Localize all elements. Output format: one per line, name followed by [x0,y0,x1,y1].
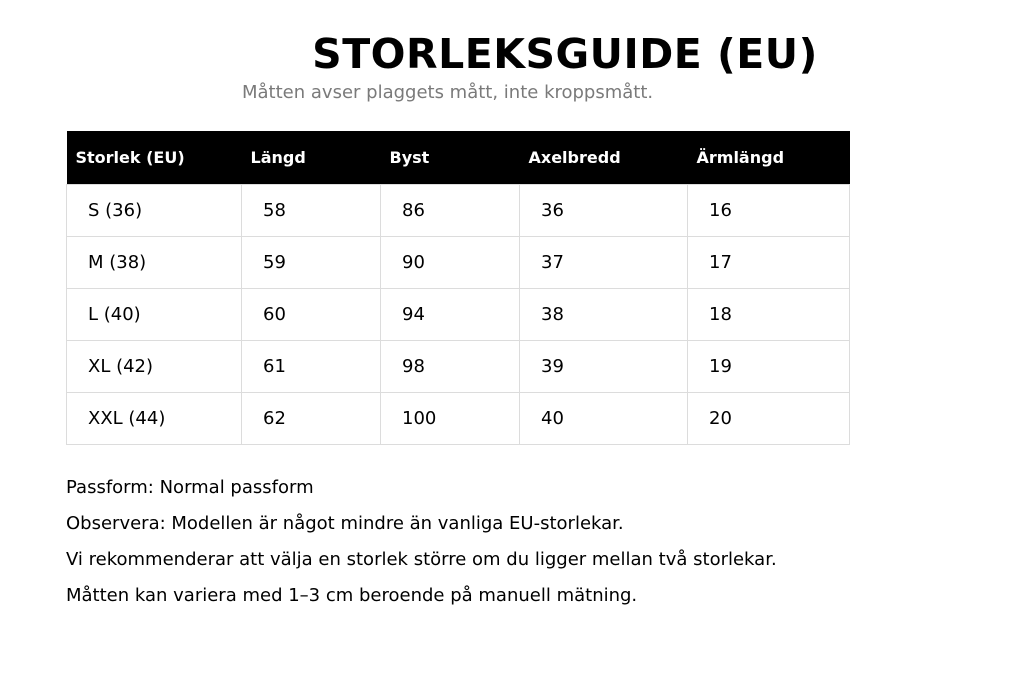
notes-section [66,476,777,620]
table-cell-sleeve-length: 19 [688,340,850,392]
table-cell-size: XL (42) [67,340,242,392]
table-cell-shoulder-width: 38 [520,288,688,340]
table-cell-length: 60 [242,288,381,340]
size-recommendation-note: Vi rekommenderar att välja en storlek större om du ligger mellan två storlekar. [66,549,777,570]
table-cell-length: 59 [242,236,381,288]
table-cell-sleeve-length: 16 [688,184,850,236]
table-cell-size: S (36) [67,184,242,236]
table-row [67,340,850,392]
table-cell-shoulder-width: 40 [520,392,688,444]
table-cell-bust: 86 [381,184,520,236]
table-cell-bust: 90 [381,236,520,288]
table-cell-length: 62 [242,392,381,444]
size-table [66,131,850,445]
fit-note: Passform: Normal passform [66,477,314,498]
table-cell-bust: 98 [381,340,520,392]
table-cell-length: 61 [242,340,381,392]
column-header-length: Längd [242,131,381,184]
table-cell-shoulder-width: 39 [520,340,688,392]
column-header-bust: Byst [381,131,520,184]
table-cell-size: L (40) [67,288,242,340]
table-cell-size: XXL (44) [67,392,242,444]
page-title: STORLEKSGUIDE (EU) [312,30,818,78]
column-header-sleeve-length: Ärmlängd [688,131,850,184]
sizing-warning-note: Observera: Modellen är något mindre än vanliga EU-storlekar. [66,513,624,534]
table-cell-size: M (38) [67,236,242,288]
measurement-variance-note: Måtten kan variera med 1–3 cm beroende på manuell mätning. [66,585,638,606]
column-header-size: Storlek (EU) [67,131,242,184]
table-cell-sleeve-length: 18 [688,288,850,340]
table-row [67,288,850,340]
table-header-row [67,131,850,184]
table-cell-sleeve-length: 20 [688,392,850,444]
column-header-shoulder-width: Axelbredd [520,131,688,184]
table-row [67,392,850,444]
table-cell-bust: 100 [381,392,520,444]
table-cell-shoulder-width: 37 [520,236,688,288]
table-row [67,236,850,288]
table-row [67,184,850,236]
table-cell-length: 58 [242,184,381,236]
table-cell-shoulder-width: 36 [520,184,688,236]
table-cell-bust: 94 [381,288,520,340]
table-cell-sleeve-length: 17 [688,236,850,288]
page-subtitle: Måtten avser plaggets mått, inte kroppsmått. [242,82,654,103]
